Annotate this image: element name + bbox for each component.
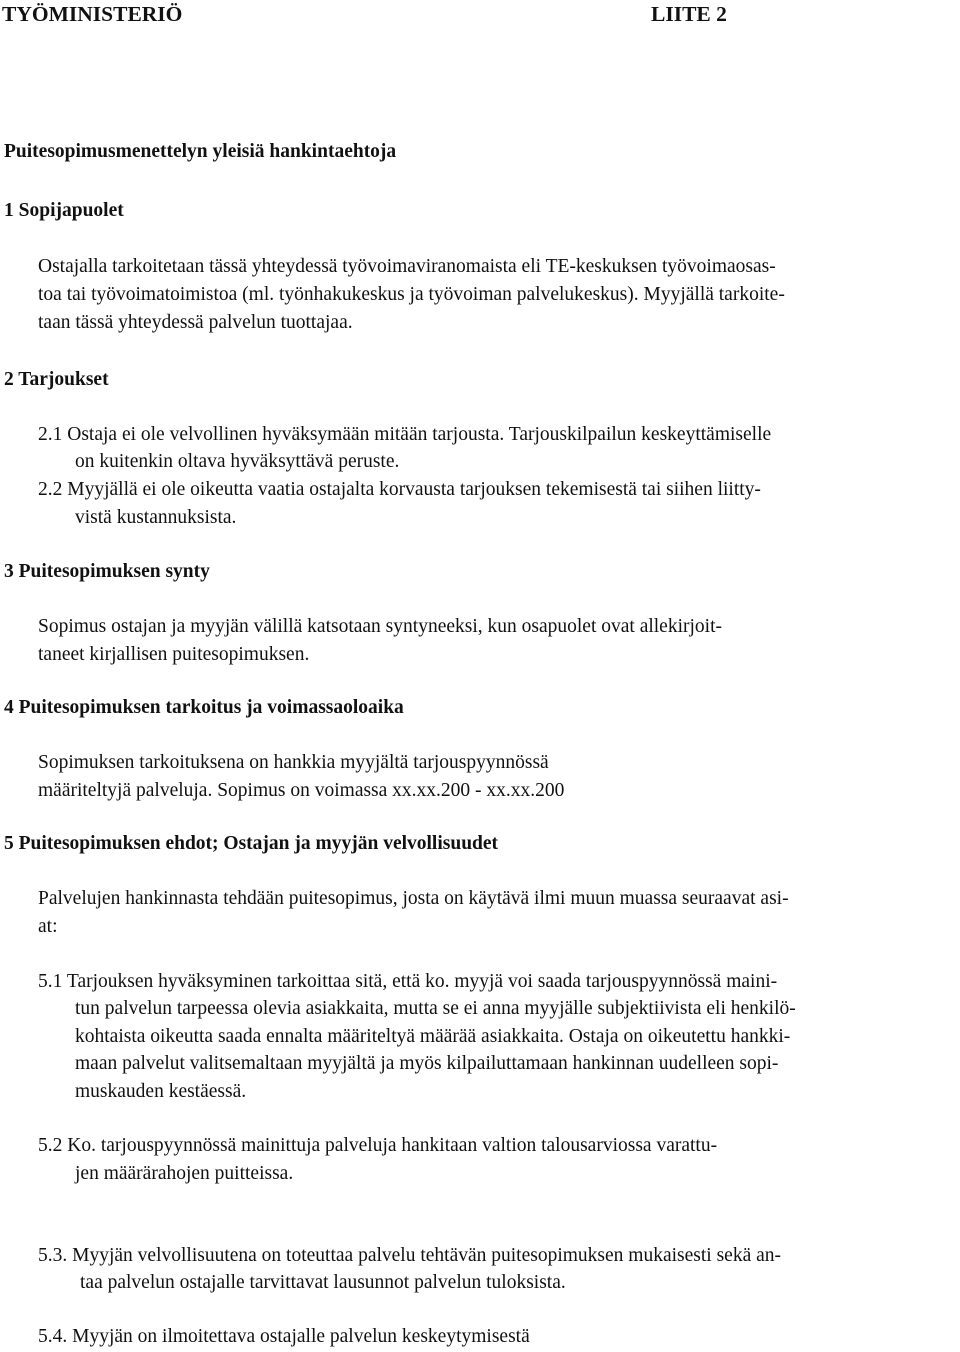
section-1-text-line: taan tässä yhteydessä palvelun tuottajaa. bbox=[38, 312, 353, 333]
section-4-text-line: määriteltyjä palveluja. Sopimus on voimassa xx.xx.200 - xx.xx.200 bbox=[38, 780, 565, 801]
item-5-1-line: tun palvelun tarpeessa olevia asiakkaita, mutta se ei anna myyjälle subjektiivista eli henkilö- bbox=[75, 998, 796, 1019]
section-5-intro-line: Palvelujen hankinnasta tehdään puitesopimus, josta on käytävä ilmi muun muassa seuraavat asi- bbox=[38, 888, 789, 909]
item-2-1-line: 2.1 Ostaja ei ole velvollinen hyväksymään mitään tarjousta. Tarjouskilpailun keskeyttämiselle bbox=[38, 424, 772, 445]
item-5-3-line: taa palvelun ostajalle tarvittavat lausunnot palvelun tuloksista. bbox=[80, 1272, 566, 1293]
section-3-text-line: taneet kirjallisen puitesopimuksen. bbox=[38, 644, 310, 665]
section-3-text-line: Sopimus ostajan ja myyjän välillä katsotaan syntyneeksi, kun osapuolet ovat allekirjoit- bbox=[38, 616, 722, 637]
section-4-heading: 4 Puitesopimuksen tarkoitus ja voimassaoloaika bbox=[4, 697, 404, 718]
item-5-4-line: 5.4. Myyjän on ilmoitettava ostajalle palvelun keskeytymisestä bbox=[38, 1326, 530, 1347]
ministry-name: TYÖMINISTERIÖ bbox=[2, 2, 183, 26]
item-5-3-line: 5.3. Myyjän velvollisuutena on toteuttaa palvelu tehtävän puitesopimuksen mukaisesti sekä an- bbox=[38, 1245, 781, 1266]
item-5-1-line: maan palvelut valitsemaltaan myyjältä ja myös kilpailuttamaan hankinnan uudelleen sopi- bbox=[75, 1053, 779, 1074]
section-1-text-line: Ostajalla tarkoitetaan tässä yhteydessä työvoimaviranomaista eli TE-keskuksen työvoimaosas- bbox=[38, 256, 776, 277]
section-5-heading: 5 Puitesopimuksen ehdot; Ostajan ja myyjän velvollisuudet bbox=[4, 833, 499, 854]
section-5-intro-line: at: bbox=[38, 916, 58, 937]
section-4-text-line: Sopimuksen tarkoituksena on hankkia myyjältä tarjouspyynnössä bbox=[38, 752, 549, 773]
item-2-1-line: on kuitenkin oltava hyväksyttävä peruste. bbox=[75, 451, 400, 472]
appendix-label: LIITE 2 bbox=[651, 2, 727, 26]
document-title: Puitesopimusmenettelyn yleisiä hankintaehtoja bbox=[4, 141, 397, 162]
section-1-text-line: toa tai työvoimatoimistoa (ml. työnhakukeskus ja työvoiman palvelukeskus). Myyjällä tarkoite- bbox=[38, 284, 785, 305]
item-5-2-line: jen määrärahojen puitteissa. bbox=[75, 1163, 294, 1184]
section-3-heading: 3 Puitesopimuksen synty bbox=[4, 561, 210, 582]
item-5-1-line: kohtaista oikeutta saada ennalta määriteltyä määrää asiakkaita. Ostaja on oikeutettu hankki- bbox=[75, 1026, 791, 1047]
item-5-1-line: 5.1 Tarjouksen hyväksyminen tarkoittaa sitä, että ko. myyjä voi saada tarjouspyynnössä maini- bbox=[38, 971, 778, 992]
section-2-heading: 2 Tarjoukset bbox=[4, 369, 109, 390]
item-2-2-line: 2.2 Myyjällä ei ole oikeutta vaatia ostajalta korvausta tarjouksen tekemisestä tai siihen liitty- bbox=[38, 479, 761, 500]
item-5-1-line: muskauden kestäessä. bbox=[75, 1081, 247, 1102]
item-2-2-line: vistä kustannuksista. bbox=[75, 507, 237, 528]
section-1-heading: 1 Sopijapuolet bbox=[4, 200, 124, 221]
item-5-2-line: 5.2 Ko. tarjouspyynnössä mainittuja palveluja hankitaan valtion talousarviossa varattu- bbox=[38, 1135, 718, 1156]
